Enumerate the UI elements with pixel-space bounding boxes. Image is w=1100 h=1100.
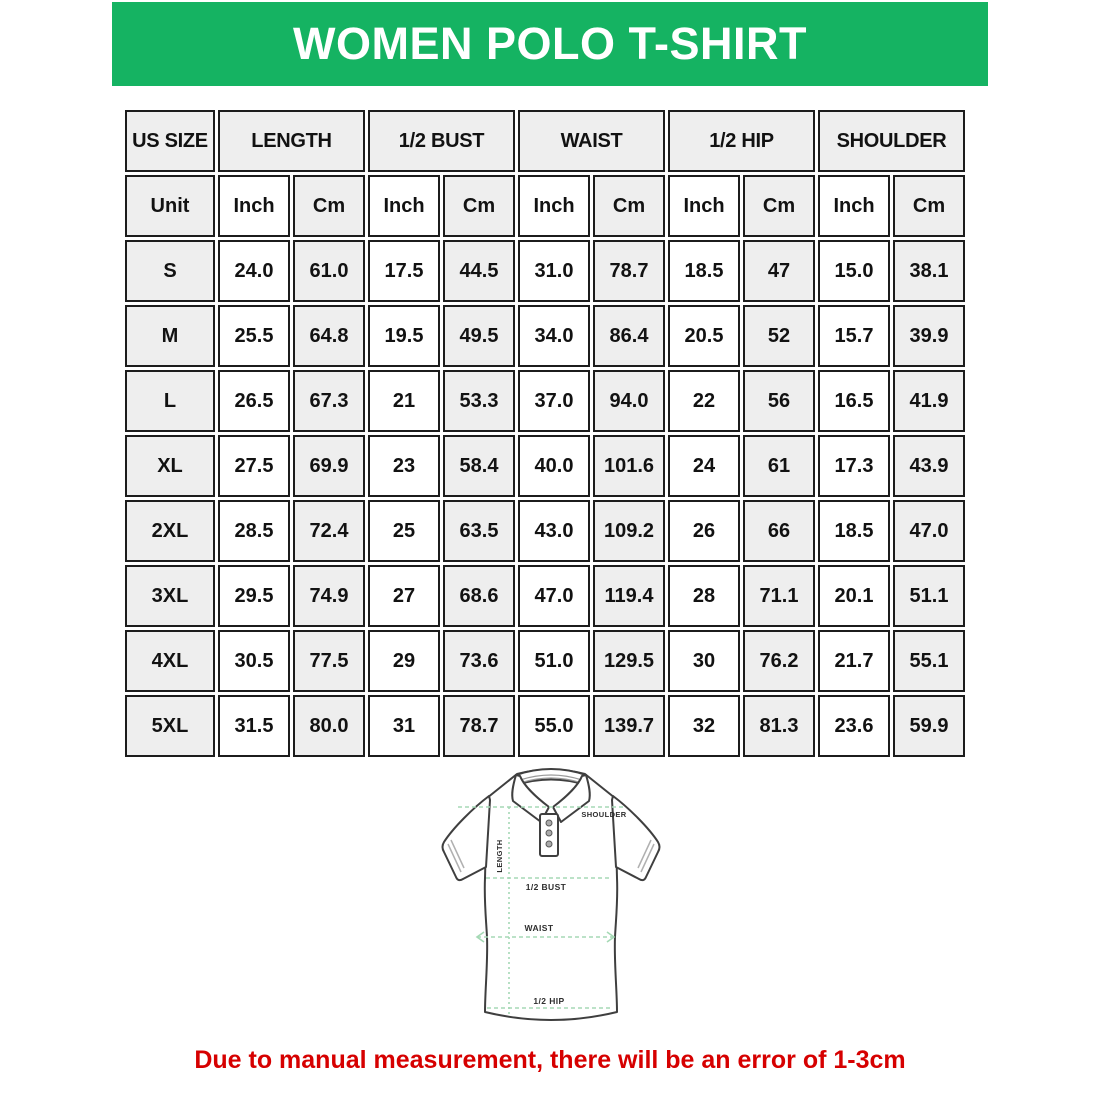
value-cell: 43.9 <box>893 435 965 497</box>
value-cell: 37.0 <box>518 370 590 432</box>
value-cell: 47 <box>743 240 815 302</box>
value-cell: 22 <box>668 370 740 432</box>
value-cell: 69.9 <box>293 435 365 497</box>
value-cell: 24.0 <box>218 240 290 302</box>
size-cell: 2XL <box>125 500 215 562</box>
table-row <box>125 500 965 562</box>
value-cell: 119.4 <box>593 565 665 627</box>
value-cell: 27 <box>368 565 440 627</box>
value-cell: 27.5 <box>218 435 290 497</box>
value-cell: 73.6 <box>443 630 515 692</box>
value-cell: 78.7 <box>443 695 515 757</box>
polo-button <box>546 830 552 836</box>
value-cell: 16.5 <box>818 370 890 432</box>
value-cell: 30.5 <box>218 630 290 692</box>
polo-button <box>546 841 552 847</box>
polo-right-sleeve <box>612 796 660 880</box>
size-chart <box>122 107 968 760</box>
table-row <box>125 435 965 497</box>
unit-inch: Inch <box>218 175 290 237</box>
value-cell: 61 <box>743 435 815 497</box>
unit-cm: Cm <box>893 175 965 237</box>
value-cell: 51.0 <box>518 630 590 692</box>
title-banner <box>112 2 988 86</box>
value-cell: 59.9 <box>893 695 965 757</box>
waist-label: WAIST <box>524 923 554 933</box>
half-hip-label: 1/2 HIP <box>533 996 565 1006</box>
value-cell: 74.9 <box>293 565 365 627</box>
value-cell: 66 <box>743 500 815 562</box>
length-label: LENGTH <box>495 839 504 873</box>
unit-cm: Cm <box>443 175 515 237</box>
header-waist: WAIST <box>518 110 665 172</box>
value-cell: 94.0 <box>593 370 665 432</box>
value-cell: 17.3 <box>818 435 890 497</box>
size-cell: S <box>125 240 215 302</box>
value-cell: 31.0 <box>518 240 590 302</box>
header-group-row <box>125 110 965 172</box>
value-cell: 18.5 <box>668 240 740 302</box>
unit-inch: Inch <box>518 175 590 237</box>
header-length: LENGTH <box>218 110 365 172</box>
value-cell: 78.7 <box>593 240 665 302</box>
value-cell: 67.3 <box>293 370 365 432</box>
value-cell: 23 <box>368 435 440 497</box>
header-half-hip: 1/2 HIP <box>668 110 815 172</box>
size-cell: 3XL <box>125 565 215 627</box>
unit-cm: Cm <box>593 175 665 237</box>
value-cell: 64.8 <box>293 305 365 367</box>
page-title: WOMEN POLO T-SHIRT <box>293 18 807 69</box>
size-cell: 4XL <box>125 630 215 692</box>
value-cell: 76.2 <box>743 630 815 692</box>
value-cell: 109.2 <box>593 500 665 562</box>
value-cell: 38.1 <box>893 240 965 302</box>
value-cell: 81.3 <box>743 695 815 757</box>
value-cell: 19.5 <box>368 305 440 367</box>
value-cell: 53.3 <box>443 370 515 432</box>
value-cell: 55.1 <box>893 630 965 692</box>
value-cell: 80.0 <box>293 695 365 757</box>
table-row <box>125 305 965 367</box>
value-cell: 20.1 <box>818 565 890 627</box>
value-cell: 41.9 <box>893 370 965 432</box>
measurement-disclaimer: Due to manual measurement, there will be an error of 1-3cm <box>194 1046 906 1074</box>
value-cell: 31 <box>368 695 440 757</box>
unit-cm: Cm <box>293 175 365 237</box>
table-row <box>125 370 965 432</box>
table-row <box>125 565 965 627</box>
value-cell: 139.7 <box>593 695 665 757</box>
shirt-diagram <box>428 760 682 1040</box>
value-cell: 101.6 <box>593 435 665 497</box>
value-cell: 26.5 <box>218 370 290 432</box>
unit-inch: Inch <box>368 175 440 237</box>
value-cell: 58.4 <box>443 435 515 497</box>
size-cell: L <box>125 370 215 432</box>
value-cell: 34.0 <box>518 305 590 367</box>
table-row <box>125 630 965 692</box>
size-cell: XL <box>125 435 215 497</box>
value-cell: 51.1 <box>893 565 965 627</box>
unit-cm: Cm <box>743 175 815 237</box>
size-cell: M <box>125 305 215 367</box>
value-cell: 15.7 <box>818 305 890 367</box>
header-half-bust: 1/2 BUST <box>368 110 515 172</box>
value-cell: 25 <box>368 500 440 562</box>
value-cell: 39.9 <box>893 305 965 367</box>
value-cell: 52 <box>743 305 815 367</box>
value-cell: 61.0 <box>293 240 365 302</box>
value-cell: 55.0 <box>518 695 590 757</box>
value-cell: 68.6 <box>443 565 515 627</box>
value-cell: 31.5 <box>218 695 290 757</box>
value-cell: 44.5 <box>443 240 515 302</box>
value-cell: 72.4 <box>293 500 365 562</box>
value-cell: 18.5 <box>818 500 890 562</box>
header-us-size: US SIZE <box>125 110 215 172</box>
value-cell: 47.0 <box>518 565 590 627</box>
value-cell: 29 <box>368 630 440 692</box>
value-cell: 86.4 <box>593 305 665 367</box>
value-cell: 25.5 <box>218 305 290 367</box>
value-cell: 43.0 <box>518 500 590 562</box>
value-cell: 49.5 <box>443 305 515 367</box>
value-cell: 20.5 <box>668 305 740 367</box>
unit-row <box>125 175 965 237</box>
polo-illustration <box>428 760 682 1040</box>
unit-inch: Inch <box>668 175 740 237</box>
value-cell: 30 <box>668 630 740 692</box>
value-cell: 23.6 <box>818 695 890 757</box>
value-cell: 17.5 <box>368 240 440 302</box>
size-table-body <box>125 240 965 757</box>
header-shoulder: SHOULDER <box>818 110 965 172</box>
value-cell: 28 <box>668 565 740 627</box>
size-cell: 5XL <box>125 695 215 757</box>
value-cell: 32 <box>668 695 740 757</box>
size-table <box>122 107 968 760</box>
value-cell: 47.0 <box>893 500 965 562</box>
value-cell: 21.7 <box>818 630 890 692</box>
value-cell: 15.0 <box>818 240 890 302</box>
value-cell: 24 <box>668 435 740 497</box>
value-cell: 63.5 <box>443 500 515 562</box>
value-cell: 26 <box>668 500 740 562</box>
value-cell: 56 <box>743 370 815 432</box>
table-row <box>125 695 965 757</box>
value-cell: 129.5 <box>593 630 665 692</box>
polo-left-sleeve <box>443 796 491 880</box>
value-cell: 71.1 <box>743 565 815 627</box>
unit-inch: Inch <box>818 175 890 237</box>
table-row <box>125 240 965 302</box>
value-cell: 28.5 <box>218 500 290 562</box>
polo-button <box>546 820 552 826</box>
half-bust-label: 1/2 BUST <box>525 882 567 892</box>
value-cell: 29.5 <box>218 565 290 627</box>
value-cell: 77.5 <box>293 630 365 692</box>
unit-cell: Unit <box>125 175 215 237</box>
value-cell: 21 <box>368 370 440 432</box>
value-cell: 40.0 <box>518 435 590 497</box>
shoulder-label: SHOULDER <box>581 810 627 819</box>
